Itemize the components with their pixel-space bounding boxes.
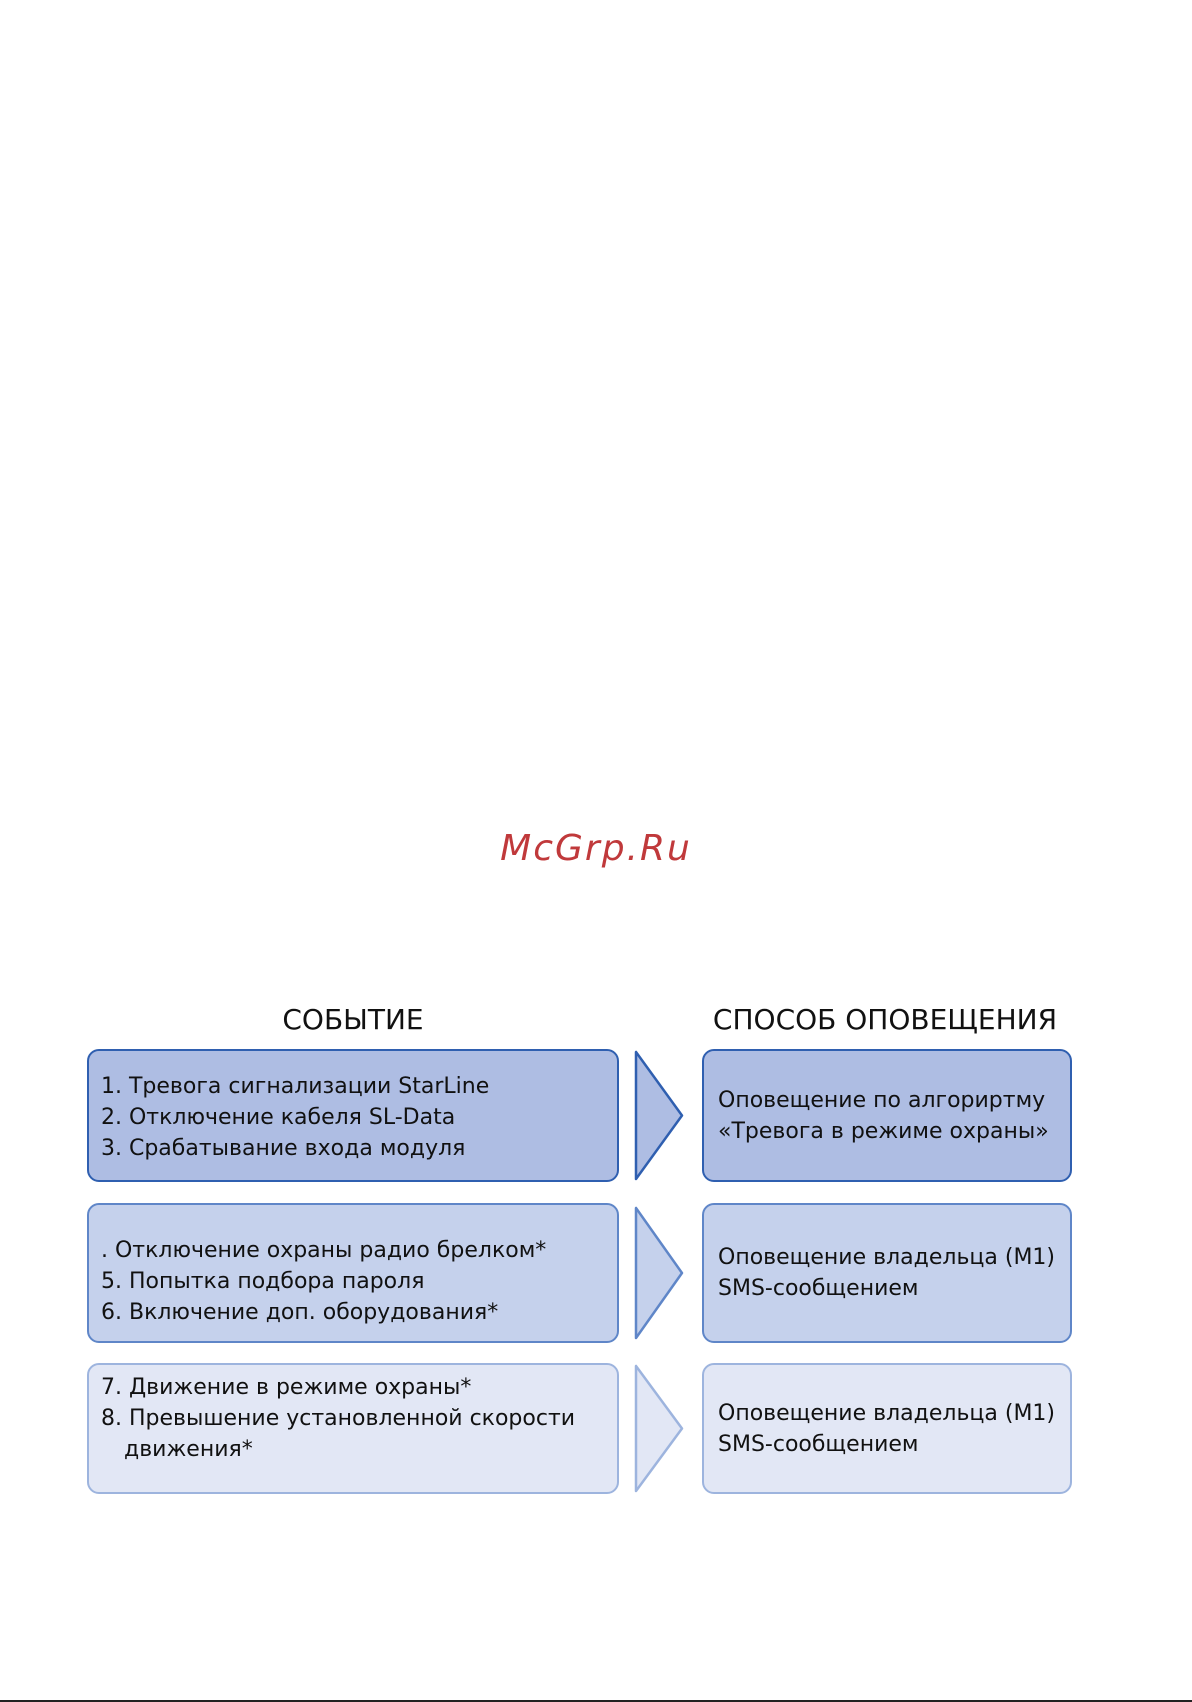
event-box-3 <box>87 1363 619 1494</box>
notification-text: Оповещение владельца (M1) <box>718 1245 1056 1270</box>
event-item: 2. Отключение кабеля SL-Data <box>101 1105 456 1130</box>
event-item: 8. Превышение установленной скорости <box>101 1406 576 1431</box>
event-item: 5. Попытка подбора пароля <box>101 1269 425 1294</box>
notification-text: Оповещение по алгориртму <box>718 1087 1046 1113</box>
event-item: 7. Движение в режиме охраны* <box>101 1375 472 1400</box>
event-item: 3. Срабатывание входа модуля <box>101 1136 466 1161</box>
event-item: 1. Тревога сигнализации StarLine <box>101 1074 490 1099</box>
arrow-right-icon <box>634 1363 686 1494</box>
notification-text: «Тревога в режиме охраны» <box>718 1118 1049 1144</box>
event-item: . Отключение охраны радио брелком* <box>101 1238 547 1263</box>
arrow-right-icon <box>634 1049 686 1182</box>
arrow-right-icon <box>634 1205 686 1341</box>
notification-text: Оповещение владельца (M1) <box>718 1400 1056 1426</box>
notification-box-2 <box>702 1203 1072 1343</box>
notification-text: SMS-сообщением <box>718 1431 919 1457</box>
event-item: движения* <box>124 1437 253 1462</box>
event-box-2 <box>87 1203 619 1343</box>
notification-box-3 <box>702 1363 1072 1494</box>
event-column-header: СОБЫТИЕ <box>282 1003 424 1036</box>
event-box-1 <box>87 1049 619 1182</box>
notification-text: SMS-сообщением <box>718 1276 919 1301</box>
watermark: McGrp.Ru <box>500 828 692 869</box>
notification-box-1 <box>702 1049 1072 1182</box>
notification-method-column-header: СПОСОБ ОПОВЕЩЕНИЯ <box>712 1003 1058 1036</box>
event-item: 6. Включение доп. оборудования* <box>101 1300 499 1325</box>
